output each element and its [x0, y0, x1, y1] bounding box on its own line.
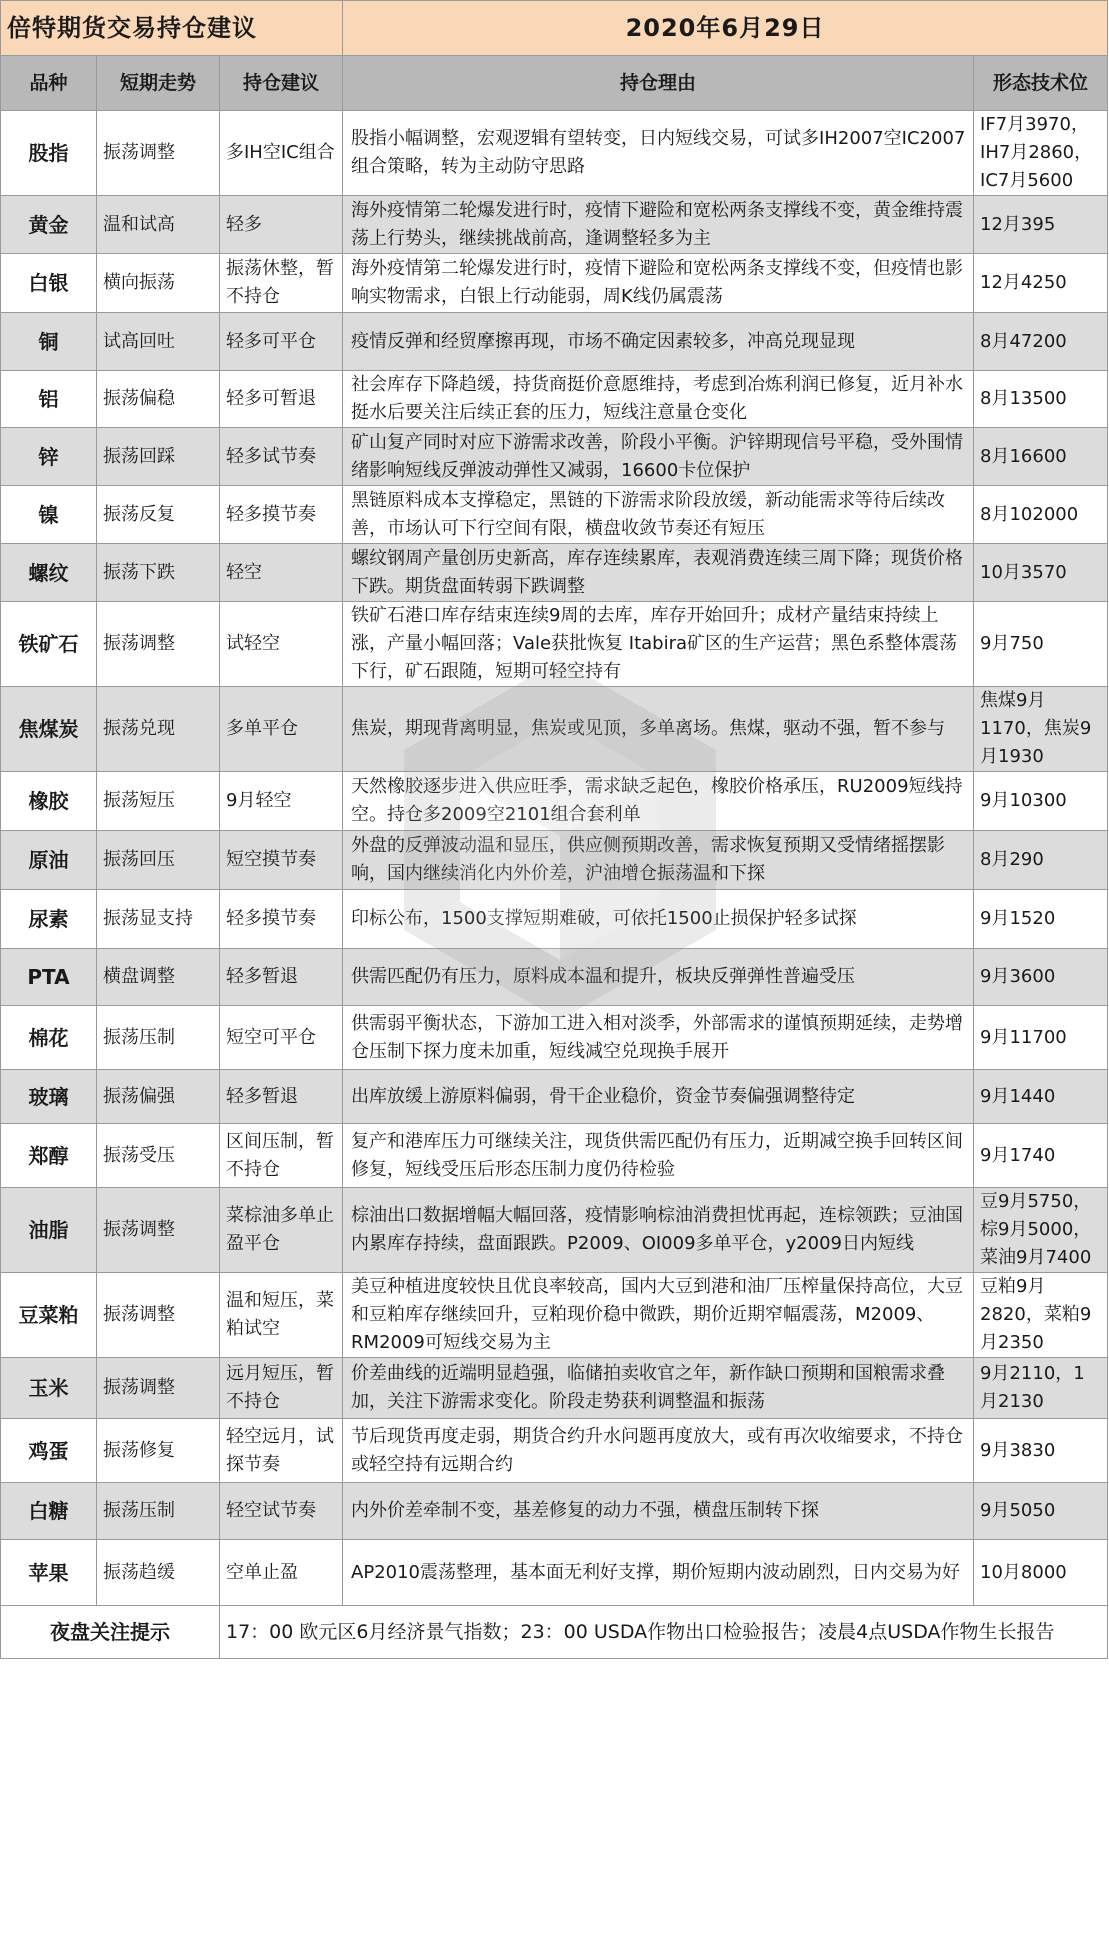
technical-cell: 8月13500 [974, 371, 1108, 428]
trend-cell: 振荡调整 [97, 602, 220, 687]
advice-cell: 菜棕油多单止盈平仓 [220, 1188, 343, 1273]
advice-cell: 轻多可平仓 [220, 313, 343, 371]
reason-cell: 印标公布，1500支撑短期难破，可依托1500止损保护轻多试探 [343, 890, 974, 949]
trend-cell: 振荡调整 [97, 111, 220, 196]
variety-cell: PTA [1, 949, 97, 1006]
variety-cell: 铝 [1, 371, 97, 428]
technical-cell: 8月102000 [974, 486, 1108, 544]
column-header-trend: 短期走势 [97, 56, 220, 111]
trend-cell: 振荡下跌 [97, 544, 220, 602]
trend-cell: 振荡压制 [97, 1006, 220, 1070]
reason-cell: 螺纹钢周产量创历史新高，库存连续累库，表观消费连续三周下降；现货价格下跌。期货盘面转弱下跌调整 [343, 544, 974, 602]
technical-cell: 9月3830 [974, 1419, 1108, 1483]
night-session-row [1, 1606, 1108, 1659]
trend-cell: 横盘调整 [97, 949, 220, 1006]
trend-cell: 振荡偏稳 [97, 371, 220, 428]
technical-cell: 9月2110，1月2130 [974, 1358, 1108, 1419]
technical-cell: 豆9月5750，棕9月5000，菜油9月7400 [974, 1188, 1108, 1273]
variety-cell: 油脂 [1, 1188, 97, 1273]
advice-cell: 9月轻空 [220, 772, 343, 831]
advice-cell: 短空摸节奏 [220, 831, 343, 890]
advice-cell: 温和短压，菜粕试空 [220, 1273, 343, 1358]
technical-cell: 9月1440 [974, 1070, 1108, 1124]
variety-cell: 镍 [1, 486, 97, 544]
variety-cell: 铁矿石 [1, 602, 97, 687]
table-row [1, 1483, 1108, 1540]
technical-cell: 9月1740 [974, 1124, 1108, 1188]
trend-cell: 振荡压制 [97, 1483, 220, 1540]
table-row [1, 772, 1108, 831]
trend-cell: 振荡偏强 [97, 1070, 220, 1124]
variety-cell: 尿素 [1, 890, 97, 949]
technical-cell: 10月8000 [974, 1540, 1108, 1606]
reason-cell: 出库放缓上游原料偏弱，骨干企业稳价，资金节奏偏强调整待定 [343, 1070, 974, 1124]
advice-cell: 轻多摸节奏 [220, 890, 343, 949]
column-header-reason: 持仓理由 [343, 56, 974, 111]
column-header-row [1, 56, 1108, 111]
variety-cell: 白银 [1, 254, 97, 313]
advice-cell: 轻多摸节奏 [220, 486, 343, 544]
trend-cell: 振荡调整 [97, 1358, 220, 1419]
advice-cell: 轻多暂退 [220, 949, 343, 1006]
technical-cell: 9月1520 [974, 890, 1108, 949]
column-header-technical: 形态技术位 [974, 56, 1108, 111]
table-row [1, 486, 1108, 544]
night-session-text: 17：00 欧元区6月经济景气指数；23：00 USDA作物出口检验报告；凌晨4点USDA作物生长报告 [220, 1606, 1108, 1659]
advice-cell: 轻多 [220, 196, 343, 254]
advice-cell: 轻空试节奏 [220, 1483, 343, 1540]
reason-cell: 社会库存下降趋缓，持货商挺价意愿维持，考虑到冶炼利润已修复，近月补水挺水后要关注后续正套的压力，短线注意量仓变化 [343, 371, 974, 428]
table-row [1, 428, 1108, 486]
advice-cell: 轻空远月，试探节奏 [220, 1419, 343, 1483]
variety-cell: 橡胶 [1, 772, 97, 831]
trend-cell: 振荡回压 [97, 831, 220, 890]
reason-cell: 天然橡胶逐步进入供应旺季，需求缺乏起色，橡胶价格承压，RU2009短线持空。持仓多2009空2101组合套利单 [343, 772, 974, 831]
reason-cell: 内外价差牵制不变，基差修复的动力不强，横盘压制转下探 [343, 1483, 974, 1540]
table-row [1, 1273, 1108, 1358]
table-row [1, 1070, 1108, 1124]
table-row [1, 371, 1108, 428]
trend-cell: 横向振荡 [97, 254, 220, 313]
advice-cell: 轻多暂退 [220, 1070, 343, 1124]
table-row [1, 890, 1108, 949]
reason-cell: 供需匹配仍有压力，原料成本温和提升，板块反弹弹性普遍受压 [343, 949, 974, 1006]
technical-cell: 豆粕9月2820，菜粕9月2350 [974, 1273, 1108, 1358]
night-session-label: 夜盘关注提示 [1, 1606, 220, 1659]
reason-cell: 供需弱平衡状态，下游加工进入相对淡季，外部需求的谨慎预期延续，走势增仓压制下探力度未加重，短线减空兑现换手展开 [343, 1006, 974, 1070]
trend-cell: 振荡反复 [97, 486, 220, 544]
technical-cell: 9月3600 [974, 949, 1108, 1006]
advice-cell: 区间压制，暂不持仓 [220, 1124, 343, 1188]
advice-cell: 试轻空 [220, 602, 343, 687]
table-row [1, 831, 1108, 890]
trend-cell: 振荡修复 [97, 1419, 220, 1483]
technical-cell: 8月290 [974, 831, 1108, 890]
variety-cell: 郑醇 [1, 1124, 97, 1188]
sheet-date: 2020年6月29日 [343, 1, 1108, 56]
trend-cell: 振荡受压 [97, 1124, 220, 1188]
variety-cell: 鸡蛋 [1, 1419, 97, 1483]
trend-cell: 试高回吐 [97, 313, 220, 371]
table-row [1, 544, 1108, 602]
variety-cell: 棉花 [1, 1006, 97, 1070]
advice-cell: 轻多试节奏 [220, 428, 343, 486]
table-row [1, 1006, 1108, 1070]
variety-cell: 锌 [1, 428, 97, 486]
variety-cell: 黄金 [1, 196, 97, 254]
table-row [1, 687, 1108, 772]
variety-cell: 豆菜粕 [1, 1273, 97, 1358]
variety-cell: 原油 [1, 831, 97, 890]
advice-cell: 短空可平仓 [220, 1006, 343, 1070]
table-row [1, 1358, 1108, 1419]
table-row [1, 111, 1108, 196]
reason-cell: 外盘的反弹波动温和显压，供应侧预期改善，需求恢复预期又受情绪摇摆影响，国内继续消化内外价差，沪油增仓振荡温和下探 [343, 831, 974, 890]
variety-cell: 玉米 [1, 1358, 97, 1419]
technical-cell: 9月10300 [974, 772, 1108, 831]
technical-cell: 8月47200 [974, 313, 1108, 371]
table-row [1, 1419, 1108, 1483]
trend-cell: 振荡回踩 [97, 428, 220, 486]
trend-cell: 振荡调整 [97, 1188, 220, 1273]
reason-cell: 复产和港库压力可继续关注，现货供需匹配仍有压力，近期减空换手回转区间修复，短线受压后形态压制力度仍待检验 [343, 1124, 974, 1188]
reason-cell: 节后现货再度走弱，期货合约升水问题再度放大，或有再次收缩要求，不持仓或轻空持有远期合约 [343, 1419, 974, 1483]
trend-cell: 振荡兑现 [97, 687, 220, 772]
table-row [1, 313, 1108, 371]
variety-cell: 玻璃 [1, 1070, 97, 1124]
table-row [1, 1124, 1108, 1188]
technical-cell: 焦煤9月1170，焦炭9月1930 [974, 687, 1108, 772]
reason-cell: 美豆种植进度较快且优良率较高，国内大豆到港和油厂压榨量保持高位，大豆和豆粕库存继续回升，豆粕现价稳中微跌，期价近期窄幅震荡，M2009、RM2009可短线交易为主 [343, 1273, 974, 1358]
reason-cell: 矿山复产同时对应下游需求改善，阶段小平衡。沪锌期现信号平稳，受外围情绪影响短线反弹波动弹性又减弱，16600卡位保护 [343, 428, 974, 486]
reason-cell: 铁矿石港口库存结束连续9周的去库，库存开始回升；成材产量结束持续上涨，产量小幅回落；Vale获批恢复 Itabira矿区的生产运营；黑色系整体震荡下行，矿石跟随，短期可轻空持有 [343, 602, 974, 687]
variety-cell: 螺纹 [1, 544, 97, 602]
table-row [1, 1188, 1108, 1273]
advice-cell: 多单平仓 [220, 687, 343, 772]
table-row [1, 602, 1108, 687]
trend-cell: 温和试高 [97, 196, 220, 254]
reason-cell: 海外疫情第二轮爆发进行时，疫情下避险和宽松两条支撑线不变，黄金维持震荡上行势头，继续挑战前高，逢调整轻多为主 [343, 196, 974, 254]
technical-cell: 9月5050 [974, 1483, 1108, 1540]
variety-cell: 股指 [1, 111, 97, 196]
table-row [1, 254, 1108, 313]
sheet-title: 倍特期货交易持仓建议 [1, 1, 343, 56]
trend-cell: 振荡短压 [97, 772, 220, 831]
reason-cell: 棕油出口数据增幅大幅回落，疫情影响棕油消费担忧再起，连棕领跌；豆油国内累库存持续，盘面跟跌。P2009、OI009多单平仓，y2009日内短线 [343, 1188, 974, 1273]
reason-cell: 海外疫情第二轮爆发进行时，疫情下避险和宽松两条支撑线不变，但疫情也影响实物需求，白银上行动能弱，周K线仍属震荡 [343, 254, 974, 313]
column-header-advice: 持仓建议 [220, 56, 343, 111]
reason-cell: 黑链原料成本支撑稳定，黑链的下游需求阶段放缓，新动能需求等待后续改善，市场认可下行空间有限，横盘收敛节奏还有短压 [343, 486, 974, 544]
variety-cell: 铜 [1, 313, 97, 371]
technical-cell: 8月16600 [974, 428, 1108, 486]
advice-cell: 空单止盈 [220, 1540, 343, 1606]
advice-cell: 远月短压，暂不持仓 [220, 1358, 343, 1419]
variety-cell: 白糖 [1, 1483, 97, 1540]
advice-cell: 多IH空IC组合 [220, 111, 343, 196]
reason-cell: 价差曲线的近端明显趋强，临储拍卖收官之年，新作缺口预期和国粮需求叠加，关注下游需求变化。阶段走势获利调整温和振荡 [343, 1358, 974, 1419]
technical-cell: 12月395 [974, 196, 1108, 254]
technical-cell: 12月4250 [974, 254, 1108, 313]
title-row [1, 1, 1108, 56]
advice-cell: 轻空 [220, 544, 343, 602]
technical-cell: 9月750 [974, 602, 1108, 687]
reason-cell: AP2010震荡整理，基本面无利好支撑，期价短期内波动剧烈，日内交易为好 [343, 1540, 974, 1606]
table-row [1, 196, 1108, 254]
table-row [1, 1540, 1108, 1606]
variety-cell: 焦煤炭 [1, 687, 97, 772]
advice-cell: 振荡休整，暂不持仓 [220, 254, 343, 313]
column-header-variety: 品种 [1, 56, 97, 111]
reason-cell: 疫情反弹和经贸摩擦再现，市场不确定因素较多，冲高兑现显现 [343, 313, 974, 371]
advice-cell: 轻多可暂退 [220, 371, 343, 428]
reason-cell: 股指小幅调整，宏观逻辑有望转变，日内短线交易，可试多IH2007空IC2007组合策略，转为主动防守思路 [343, 111, 974, 196]
trend-cell: 振荡显支持 [97, 890, 220, 949]
reason-cell: 焦炭，期现背离明显，焦炭或见顶，多单离场。焦煤，驱动不强，暂不参与 [343, 687, 974, 772]
technical-cell: IF7月3970，IH7月2860，IC7月5600 [974, 111, 1108, 196]
trend-cell: 振荡趋缓 [97, 1540, 220, 1606]
table-row [1, 949, 1108, 1006]
trend-cell: 振荡调整 [97, 1273, 220, 1358]
technical-cell: 10月3570 [974, 544, 1108, 602]
technical-cell: 9月11700 [974, 1006, 1108, 1070]
variety-cell: 苹果 [1, 1540, 97, 1606]
